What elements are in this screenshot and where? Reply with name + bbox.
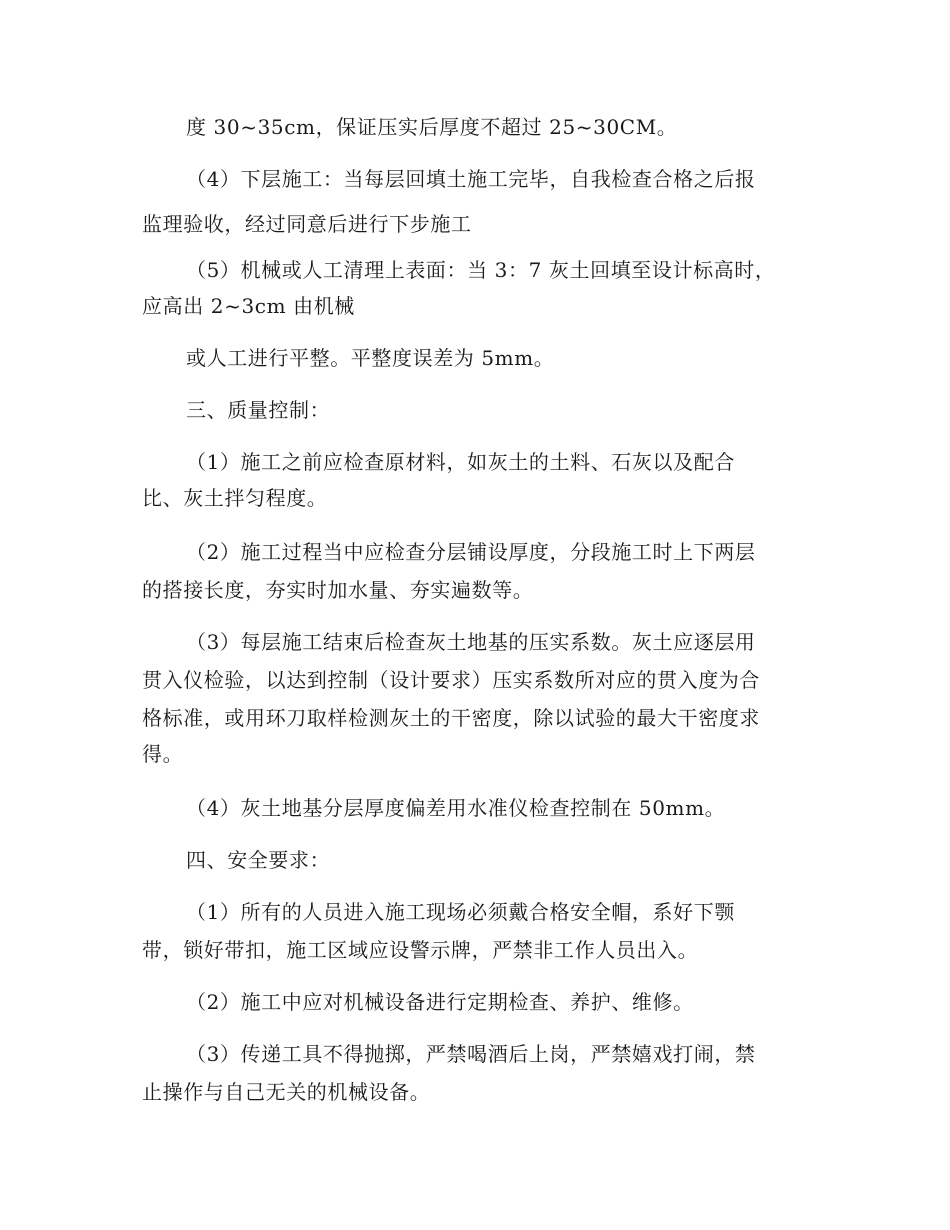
paragraph-line: 度 30~35cm，保证压实后厚度不超过 25~30CM。 bbox=[186, 115, 678, 139]
paragraph-line: 止操作与自己无关的机械设备。 bbox=[142, 1080, 431, 1104]
paragraph-line: （5）机械或人工清理上表面：当 3：7 灰土回填至设计标高时， bbox=[186, 258, 776, 282]
paragraph-line: 得。 bbox=[142, 742, 184, 766]
section-heading: 三、质量控制： bbox=[186, 398, 331, 422]
paragraph-line: 贯入仪检验，以达到控制（设计要求）压实系数所对应的贯入度为合 bbox=[142, 668, 760, 692]
paragraph-line: 带，锁好带扣，施工区域应设警示牌，严禁非工作人员出入。 bbox=[142, 938, 699, 962]
paragraph-line: （1）施工之前应检查原材料，如灰土的土料、石灰以及配合 bbox=[186, 450, 735, 474]
paragraph-line: （2）施工中应对机械设备进行定期检查、养护、维修。 bbox=[186, 990, 694, 1014]
paragraph-line: （1）所有的人员进入施工现场必须戴合格安全帽，系好下颚 bbox=[186, 900, 735, 924]
paragraph-line: 的搭接长度，夯实时加水量、夯实遍数等。 bbox=[142, 578, 534, 602]
paragraph-line: （4）灰土地基分层厚度偏差用水准仪检查控制在 50mm。 bbox=[186, 796, 726, 820]
paragraph-line: （4）下层施工：当每层回填土施工完毕，自我检查合格之后报 bbox=[186, 167, 756, 191]
paragraph-line: （3）传递工具不得抛掷，严禁喝酒后上岗，严禁嬉戏打闹，禁 bbox=[186, 1042, 756, 1066]
paragraph-line: 或人工进行平整。平整度误差为 5mm。 bbox=[186, 346, 555, 370]
section-heading: 四、安全要求： bbox=[186, 848, 331, 872]
paragraph-line: （2）施工过程当中应检查分层铺设厚度，分段施工时上下两层 bbox=[186, 540, 756, 564]
paragraph-line: 监理验收，经过同意后进行下步施工 bbox=[142, 212, 472, 236]
paragraph-line: （3）每层施工结束后检查灰土地基的压实系数。灰土应逐层用 bbox=[186, 630, 756, 654]
paragraph-line: 比、灰土拌匀程度。 bbox=[142, 486, 328, 510]
paragraph-line: 格标准，或用环刀取样检测灰土的干密度，除以试验的最大干密度求 bbox=[142, 706, 760, 730]
paragraph-line: 应高出 2~3cm 由机械 bbox=[142, 294, 355, 318]
